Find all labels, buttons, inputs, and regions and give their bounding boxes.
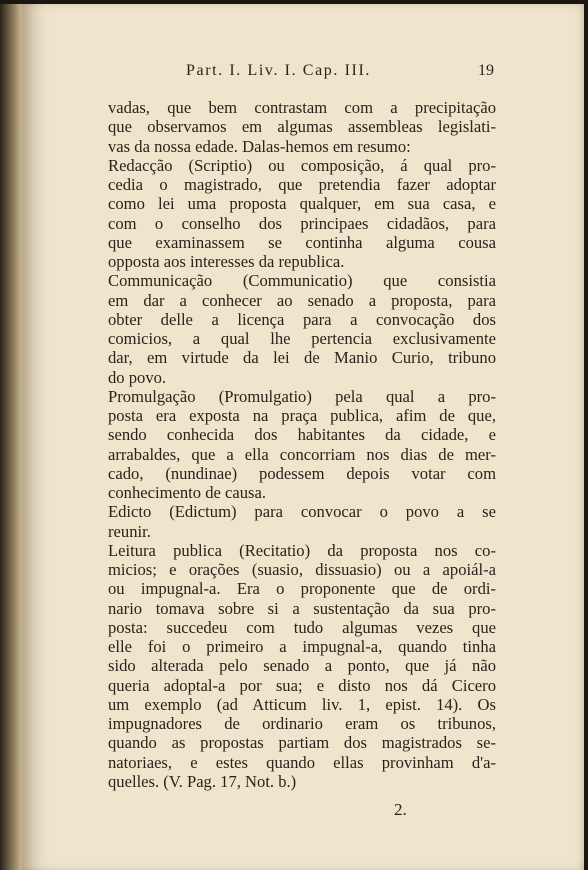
text-line: em dar a conhecer ao senado a proposta, para: [108, 290, 496, 310]
text-line: ou impugnal-a. Era o proponente que de ordi-: [108, 579, 496, 599]
text-line: sido alterada pelo senado a ponto, que já não: [108, 656, 496, 676]
text-line: Promulgação (Promulgatio) pela qual a pro-: [108, 386, 496, 406]
text-line: obter delle a licença para a convocação dos: [108, 309, 496, 329]
text-line: posta era exposta na praça publica, afim de que,: [108, 406, 496, 425]
text-line: vas da nossa edade. Dalas-hemos em resumo:: [108, 136, 411, 156]
text-line: sendo conhecida dos habitantes da cidade, e: [108, 425, 496, 445]
signature-mark: 2.: [394, 800, 407, 819]
text-line: vadas, que bem contrastam com a precipitação: [108, 98, 496, 117]
text-line: elle foi o primeiro a impugnal-a, quando tinha: [108, 637, 496, 656]
running-head: Part. I. Liv. I. Cap. III.: [186, 62, 371, 79]
page-number: 19: [478, 62, 494, 79]
text-line: do povo.: [108, 367, 167, 387]
text-line: dar, em virtude da lei de Manio Curio, tribuno: [108, 348, 496, 368]
text-line: Redacção (Scriptio) ou composição, á qual pro-: [108, 155, 496, 175]
text-line: comicios, a qual lhe pertencia exclusivamente: [108, 329, 496, 348]
text-line: natoriaes, e estes quando ellas provinham d'a-: [108, 752, 496, 772]
text-line: opposta aos interesses da republica.: [108, 252, 345, 271]
text-line: impugnadores de ordinario eram os tribunos,: [108, 714, 496, 733]
text-line: que examinassem se continha alguma cousa: [108, 232, 496, 252]
page-header: [186, 62, 494, 84]
text-line: cado, (nundinae) podessem depois votar com: [108, 463, 496, 483]
text-line: quelles. (V. Pag. 17, Not. b.): [108, 771, 297, 791]
book-gutter: [0, 4, 22, 870]
text-line: um exemplo (ad Atticum liv. 1, epist. 14). Os: [108, 694, 496, 714]
text-line: com o conselho dos principaes cidadãos, para: [108, 213, 496, 233]
text-line: Communicação (Communicatio) que consistia: [108, 271, 496, 291]
text-line: conhecimento de causa.: [108, 483, 267, 502]
text-line: queria adoptal-a por sua; e disto nos dá Cicero: [108, 675, 496, 695]
text-line: cedia o magistrado, que pretendia fazer adoptar: [108, 175, 496, 194]
text-line: como lei uma proposta qualquer, em sua casa, e: [108, 194, 496, 214]
text-line: Leitura publica (Recitatio) da proposta nos co-: [108, 540, 496, 560]
text-line: que observamos em algumas assembleas legislati-: [108, 117, 496, 137]
text-line: posta: succedeu com tudo algumas vezes que: [108, 617, 496, 637]
text-line: Edicto (Edictum) para convocar o povo a se: [108, 502, 496, 522]
text-line: nario tomava sobre si a sustentação da sua pro-: [108, 598, 496, 618]
text-line: reunir.: [108, 521, 151, 541]
text-line: micios; e orações (suasio, dissuasio) ou a apoiál-a: [108, 560, 496, 579]
text-line: arrabaldes, que a ella concorriam nos dias de mer-: [108, 444, 496, 464]
body-text: [108, 98, 496, 791]
text-line: quando as propostas partiam dos magistrados se-: [108, 733, 496, 753]
